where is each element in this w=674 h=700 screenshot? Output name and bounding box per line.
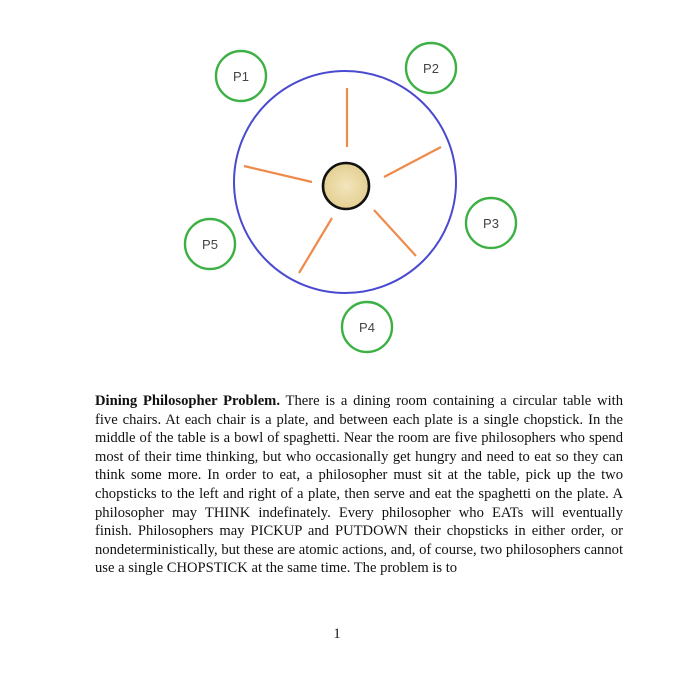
philosopher-p4 — [342, 302, 392, 352]
chopstick-5 — [244, 166, 312, 182]
chopstick-4 — [299, 218, 332, 273]
chopstick-2 — [384, 147, 441, 177]
spaghetti-bowl — [323, 163, 369, 209]
philosopher-label: P3 — [483, 216, 499, 231]
philosopher-label: P4 — [359, 320, 375, 335]
philosopher-label: P5 — [202, 237, 218, 252]
problem-heading: Dining Philosopher Problem. — [95, 393, 280, 409]
philosopher-label: P2 — [423, 61, 439, 76]
philosopher-p2 — [406, 43, 456, 93]
philosopher-p5 — [185, 219, 235, 269]
philosopher-label: P1 — [233, 69, 249, 84]
philosopher-p3 — [466, 198, 516, 248]
chopstick-3 — [374, 210, 416, 256]
page-number: 1 — [333, 626, 341, 642]
problem-description — [95, 392, 623, 578]
philosopher-p1 — [216, 51, 266, 101]
problem-body: There is a dining room containing a circular table with five chairs. At each chair is a plate, and between each plate is a single chopstick. In the middle of the table is a bowl of spaghetti. Near the room are five philosophers who spend most of their time thinking, but who occasionally get hungry and need to eat so they can think some more. In order to eat, a philosopher must sit at the table, pick up the two chopsticks to the left and right of a plate, then serve and eat the spaghetti on the plate. A philosopher may THINK indefinately. Every philosopher who EATs will eventually finish. Philosophers may PICKUP and PUTDOWN their chopsticks in either order, or nondeterministically, but these are atomic actions, and, of course, two philosophers cannot use a single CHOPSTICK at the same time. The problem is to — [95, 393, 624, 577]
